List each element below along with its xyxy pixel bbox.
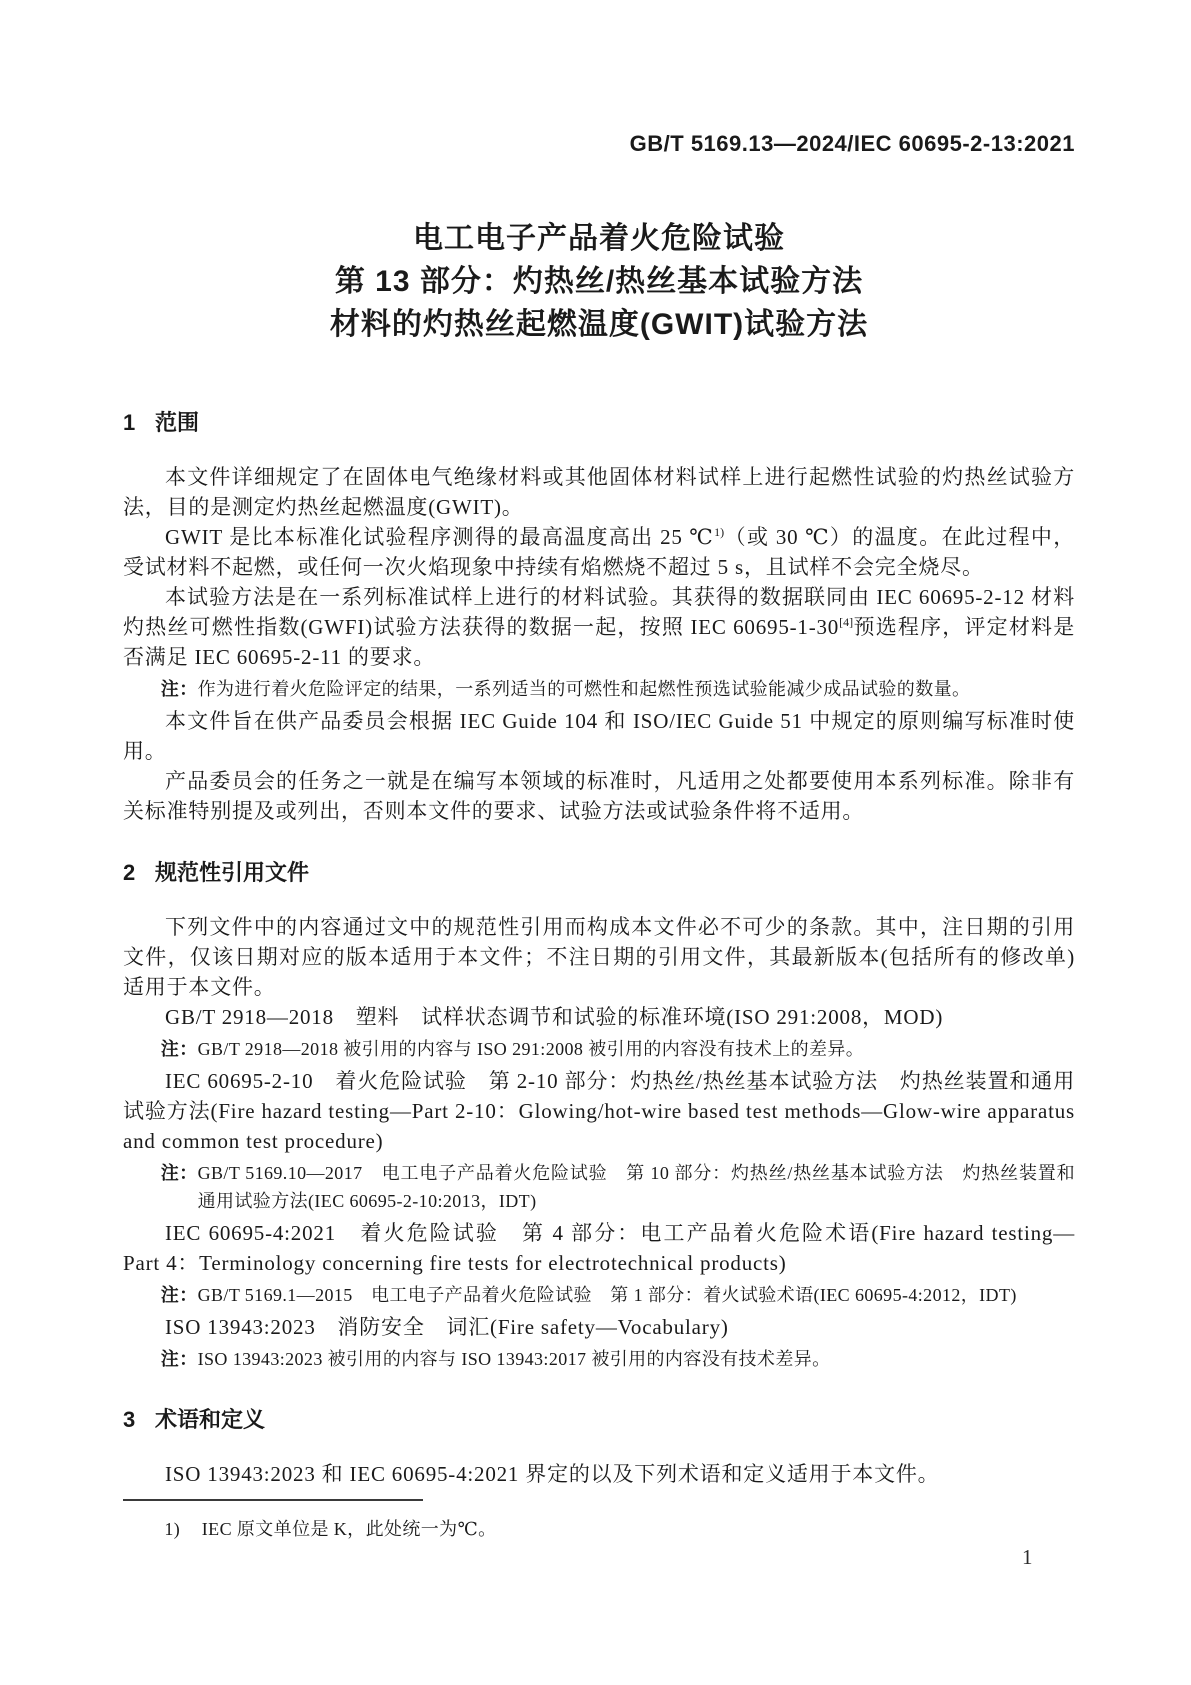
title-line-1: 电工电子产品着火危险试验 — [413, 222, 785, 255]
footnote-area — [123, 1499, 1075, 1543]
page-content — [123, 0, 1075, 1543]
section-1-paragraph-2 — [123, 522, 1075, 582]
footnote-divider — [123, 1499, 423, 1501]
paragraph-segment: GWIT 是比本标准化试验程序测得的最高温度高出 25 ℃ — [165, 525, 715, 549]
standard-code-header: GB/T 5169.13—2024/IEC 60695-2-13:2021 — [629, 131, 1075, 156]
note-label: 注： — [160, 1285, 198, 1305]
note-label: 注： — [160, 1349, 198, 1369]
paragraph-segment: 预选程序，评定材料是否满足 IEC 60695-2-11 的要求。 — [123, 615, 1076, 669]
section-1-heading — [123, 408, 1075, 438]
note-label: 注： — [160, 679, 198, 699]
note-text: GB/T 5169.10—2017 电工电子产品着火危险试验 第 10 部分：灼热丝/热丝基本试验方法 灼热丝装置和通用试验方法(IEC 60695-2-10:2013，IDT) — [197, 1163, 1075, 1211]
normative-reference-entry: GB/T 2918—2018 塑料 试样状态调节和试验的标准环境(ISO 291:2008，MOD) — [165, 1005, 944, 1029]
section-1-number: 1 — [123, 410, 136, 435]
section-1-paragraph-3 — [123, 582, 1075, 672]
reference-note — [123, 1281, 1075, 1309]
page-number: 1 — [1022, 1545, 1033, 1569]
section-3-number: 3 — [123, 1407, 136, 1432]
normative-reference-entry: IEC 60695-2-10 着火危险试验 第 2-10 部分：灼热丝/热丝基本试验方法 灼热丝装置和通用试验方法(Fire hazard testing—Part 2-10：Glowing/hot-wire based test methods—Glow-wire apparatus and common test procedure) — [123, 1069, 1075, 1153]
bibliography-reference-superscript: [4] — [839, 615, 854, 629]
title-line-2: 第 13 部分：灼热丝/热丝基本试验方法 — [334, 265, 864, 298]
section-2-heading — [123, 858, 1075, 888]
footnote-text: IEC 原文单位是 K，此处统一为℃。 — [201, 1519, 497, 1539]
section-3-heading — [123, 1405, 1075, 1435]
section-3-title: 术语和定义 — [155, 1407, 266, 1432]
section-1-paragraph-4: 本文件旨在供产品委员会根据 IEC Guide 104 和 ISO/IEC Guide 51 中规定的原则编写标准时使用。 — [123, 709, 1075, 763]
paragraph-segment: （或 30 ℃）的温度。在此过程中，受试材料不起燃，或任何一次火焰现象中持续有焰燃烧不超过 5 s，且试样不会完全烧尽。 — [123, 525, 1076, 579]
footnote — [123, 1515, 1075, 1543]
paragraph-segment: 本试验方法是在一系列标准试样上进行的材料试验。其获得的数据联同由 IEC 60695-2-12 材料灼热丝可燃性指数(GWFI)试验方法获得的数据一起，按照 IEC 60695-1-30 — [123, 585, 1075, 639]
section-1-note — [123, 675, 1075, 703]
title-line-3: 材料的灼热丝起燃温度(GWIT)试验方法 — [329, 308, 869, 341]
section-2-title: 规范性引用文件 — [155, 860, 310, 885]
section-1-paragraph-1: 本文件详细规定了在固体电气绝缘材料或其他固体材料试样上进行起燃性试验的灼热丝试验方法，目的是测定灼热丝起燃温度(GWIT)。 — [123, 465, 1075, 519]
note-text: GB/T 5169.1—2015 电工电子产品着火危险试验 第 1 部分：着火试验术语(IEC 60695-4:2012，IDT) — [197, 1285, 1017, 1305]
section-2-number: 2 — [123, 860, 136, 885]
note-text: ISO 13943:2023 被引用的内容与 ISO 13943:2017 被引用的内容没有技术差异。 — [197, 1349, 831, 1369]
footnote-marker: 1) — [164, 1519, 181, 1539]
section-1-paragraph-5: 产品委员会的任务之一就是在编写本领域的标准时，凡适用之处都要使用本系列标准。除非有关标准特别提及或列出，否则本文件的要求、试验方法或试验条件将不适用。 — [123, 769, 1075, 823]
note-label: 注： — [160, 1039, 198, 1059]
section-3-paragraph-1: ISO 13943:2023 和 IEC 60695-4:2021 界定的以及下列术语和定义适用于本文件。 — [165, 1462, 940, 1486]
normative-reference-entry: IEC 60695-4:2021 着火危险试验 第 4 部分：电工产品着火危险术语(Fire hazard testing—Part 4：Terminology concerning fire tests for electrotechnical products) — [123, 1221, 1075, 1275]
section-1-title: 范围 — [155, 410, 200, 435]
document-title — [123, 217, 1075, 346]
section-2-intro-paragraph: 下列文件中的内容通过文中的规范性引用而构成本文件必不可少的条款。其中，注日期的引用文件，仅该日期对应的版本适用于本文件；不注日期的引用文件，其最新版本(包括所有的修改单)适用于本文件。 — [123, 915, 1075, 999]
note-text: GB/T 2918—2018 被引用的内容与 ISO 291:2008 被引用的内容没有技术上的差异。 — [197, 1039, 865, 1059]
reference-note — [123, 1035, 1075, 1063]
note-label: 注： — [160, 1163, 198, 1183]
note-text: 作为进行着火危险评定的结果，一系列适当的可燃性和起燃性预选试验能减少成品试验的数量。 — [197, 679, 971, 699]
footnote-reference-superscript: 1) — [714, 525, 725, 539]
reference-note — [123, 1159, 1075, 1215]
reference-note — [123, 1345, 1075, 1373]
normative-reference-entry: ISO 13943:2023 消防安全 词汇(Fire safety—Vocabulary) — [165, 1315, 729, 1339]
